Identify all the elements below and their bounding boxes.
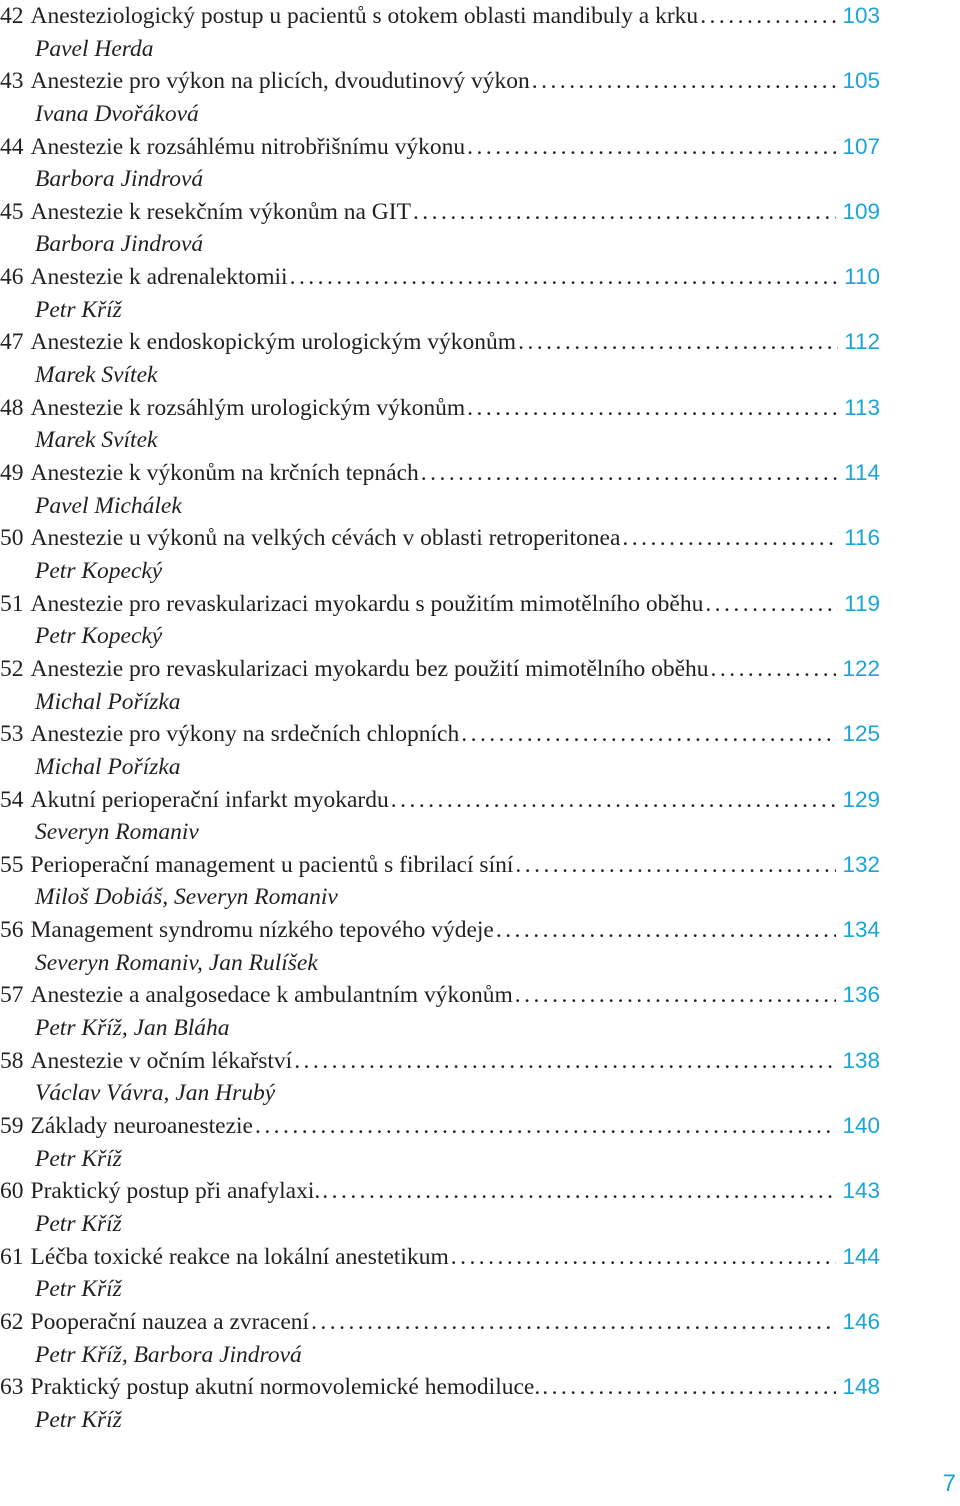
chapter-number: 47 [0,329,24,356]
chapter-title: Anestezie k výkonům na krčních tepnách [30,460,419,487]
chapter-author: Petr Kříž [35,1276,122,1303]
chapter-number: 53 [0,721,24,748]
dot-leader [288,261,839,294]
toc-entry-heading [0,392,880,425]
toc-entry-heading [0,65,880,98]
toc-entry[interactable] [0,1306,880,1371]
chapter-author: Barbora Jindrová [35,231,204,258]
chapter-title: Anestezie pro revaskularizaci myokardu bez použití mimotělního oběhu [30,655,709,682]
chapter-title: Anestezie k rozsáhlým urologickým výkonům [30,394,466,421]
toc-entry-heading [0,0,880,33]
chapter-title: Anestezie v očním lékařství [30,1047,293,1074]
chapter-number: 62 [0,1308,24,1335]
dot-leader [698,0,836,33]
chapter-author: Michal Pořízka [35,688,181,715]
chapter-page-number[interactable]: 136 [842,982,880,1008]
dot-leader [620,522,838,555]
chapter-page-number[interactable]: 129 [842,786,880,812]
toc-entry-heading [0,1241,880,1274]
chapter-title: Základy neuroanestezie [30,1113,253,1140]
chapter-number: 55 [0,851,24,878]
chapter-page-number[interactable]: 110 [844,264,880,290]
chapter-title: Léčba toxické reakce na lokální anestetikum [30,1243,449,1270]
chapter-author: Pavel Michálek [35,492,182,519]
toc-entry[interactable] [0,914,880,979]
chapter-title: Praktický postup při anafylaxi. [30,1178,321,1205]
chapter-page-number[interactable]: 134 [842,917,880,943]
chapter-number: 59 [0,1113,24,1140]
chapter-title: Pooperační nauzea a zvracení [30,1308,310,1335]
toc-entry[interactable] [0,522,880,587]
dot-leader [465,392,838,425]
dot-leader [459,718,836,751]
toc-entry-heading [0,131,880,164]
chapter-author: Barbora Jindrová [35,166,204,193]
toc-entry-heading [0,326,880,359]
toc-entry-heading [0,653,880,686]
chapter-number: 61 [0,1243,24,1270]
chapter-page-number[interactable]: 109 [842,198,880,224]
dot-leader [516,326,838,359]
chapter-author: Severyn Romaniv [35,819,199,846]
chapter-number: 56 [0,917,24,944]
toc-entry[interactable] [0,1175,880,1240]
chapter-number: 58 [0,1047,24,1074]
dot-leader [292,1045,836,1078]
chapter-author: Severyn Romaniv, Jan Rulíšek [35,949,318,976]
chapter-page-number[interactable]: 122 [842,655,880,681]
chapter-page-number[interactable]: 105 [842,68,880,94]
chapter-title: Anestezie a analgosedace k ambulantním výkonům [30,982,513,1009]
chapter-author: Marek Svítek [35,427,158,454]
toc-entry-heading [0,261,880,294]
chapter-author: Michal Pořízka [35,753,181,780]
toc-entry-heading [0,522,880,555]
toc-entry-heading [0,1371,880,1404]
chapter-author: Petr Kříž [35,1406,122,1433]
dot-leader [530,65,837,98]
toc-entry[interactable] [0,261,880,326]
toc-entry[interactable] [0,588,880,653]
chapter-page-number[interactable]: 119 [844,590,880,616]
toc-entry-heading [0,849,880,882]
chapter-page-number[interactable]: 114 [844,460,880,486]
chapter-author: Pavel Herda [35,35,154,62]
chapter-number: 48 [0,394,24,421]
chapter-title: Akutní perioperační infarkt myokardu [30,786,389,813]
toc-entry[interactable] [0,196,880,261]
chapter-page-number[interactable]: 113 [844,394,880,420]
chapter-author: Miloš Dobiáš, Severyn Romaniv [35,884,338,911]
chapter-author: Marek Svítek [35,362,158,389]
chapter-page-number[interactable]: 138 [842,1047,880,1073]
chapter-author: Petr Kříž [35,1210,122,1237]
chapter-author: Petr Kříž [35,1145,122,1172]
toc-entry[interactable] [0,0,880,65]
toc-entry-heading [0,1110,880,1143]
dot-leader [253,1110,836,1143]
chapter-author: Petr Kříž [35,296,122,323]
chapter-page-number[interactable]: 103 [842,3,880,28]
chapter-title: Anestezie u výkonů na velkých cévách v oblasti retroperitonea [30,525,621,552]
toc-entry[interactable] [0,65,880,130]
chapter-number: 63 [0,1374,24,1401]
chapter-author: Ivana Dvořáková [35,100,199,127]
chapter-number: 50 [0,525,24,552]
chapter-number: 54 [0,786,24,813]
chapter-title: Anestezie pro výkon na plicích, dvoudutinový výkon [30,68,530,95]
dot-leader [513,979,837,1012]
dot-leader [465,131,836,164]
toc-entry[interactable] [0,653,880,718]
chapter-title: Anesteziologický postup u pacientů s otokem oblasti mandibuly a krku [30,3,699,29]
chapter-author: Petr Kříž, Jan Bláha [35,1015,230,1042]
chapter-page-number[interactable]: 144 [842,1243,880,1269]
toc-entry[interactable] [0,326,880,391]
toc-entry[interactable] [0,457,880,522]
toc-entry-heading [0,457,880,490]
chapter-title: Management syndromu nízkého tepového výdeje [30,917,494,944]
dot-leader [411,196,837,229]
dot-leader [309,1306,836,1339]
dot-leader [389,784,837,817]
toc-entry-heading [0,196,880,229]
toc-entry-heading [0,1175,880,1208]
chapter-title: Anestezie pro výkony na srdečních chlopních [30,721,460,748]
chapter-number: 45 [0,198,24,225]
chapter-title: Anestezie k rozsáhlému nitrobřišnímu výkonu [30,133,466,160]
dot-leader [703,588,838,621]
toc-entry[interactable] [0,1371,880,1436]
toc-entry-heading [0,718,880,751]
chapter-number: 49 [0,460,24,487]
chapter-author: Václav Vávra, Jan Hrubý [35,1080,276,1107]
toc-entry[interactable] [0,1241,880,1306]
toc-entry[interactable] [0,1110,880,1175]
chapter-title: Anestezie k adrenalektomii [30,264,288,291]
chapter-number: 52 [0,655,24,682]
chapter-number: 46 [0,264,24,291]
chapter-title: Praktický postup akutní normovolemické hemodiluce. [30,1374,541,1401]
chapter-number: 43 [0,68,24,95]
toc-entry-heading [0,784,880,817]
chapter-title: Anestezie pro revaskularizaci myokardu s použitím mimotělního oběhu [30,590,704,617]
dot-leader [709,653,837,686]
chapter-page-number[interactable]: 143 [842,1178,880,1204]
toc-entry-heading [0,1045,880,1078]
chapter-title: Perioperační management u pacientů s fibrilací síní [30,851,514,878]
chapter-page-number[interactable]: 148 [842,1374,880,1400]
toc-entry-heading [0,914,880,947]
chapter-page-number[interactable]: 116 [844,525,880,551]
chapter-number: 60 [0,1178,24,1205]
dot-leader [449,1241,837,1274]
chapter-title: Anestezie k endoskopickým urologickým výkonům [30,329,517,356]
toc-entry-heading [0,979,880,1012]
dot-leader [540,1371,836,1404]
chapter-number: 51 [0,590,24,617]
toc-entry[interactable] [0,979,880,1044]
dot-leader [513,849,836,882]
chapter-page-number[interactable]: 132 [842,851,880,877]
chapter-author: Petr Kopecký [35,623,163,650]
toc-entry[interactable] [0,849,880,914]
chapter-number: 44 [0,133,24,160]
toc-entry-heading [0,1306,880,1339]
chapter-title: Anestezie k resekčním výkonům na GIT [30,198,411,225]
page-number: 7 [942,1470,956,1497]
chapter-page-number[interactable]: 140 [842,1113,880,1139]
toc-entry[interactable] [0,718,880,783]
toc-entry-heading [0,588,880,621]
toc-entry[interactable] [0,131,880,196]
chapter-page-number[interactable]: 112 [844,329,880,355]
chapter-number: 42 [0,3,24,29]
dot-leader [494,914,837,947]
chapter-number: 57 [0,982,24,1009]
chapter-page-number[interactable]: 107 [842,133,880,159]
toc-entry[interactable] [0,1045,880,1110]
dot-leader [320,1175,836,1208]
toc-entry[interactable] [0,392,880,457]
chapter-author: Petr Kopecký [35,557,163,584]
toc-entry[interactable] [0,784,880,849]
dot-leader [419,457,838,490]
chapter-author: Petr Kříž, Barbora Jindrová [35,1341,302,1368]
chapter-page-number[interactable]: 125 [842,721,880,747]
chapter-page-number[interactable]: 146 [842,1308,880,1334]
